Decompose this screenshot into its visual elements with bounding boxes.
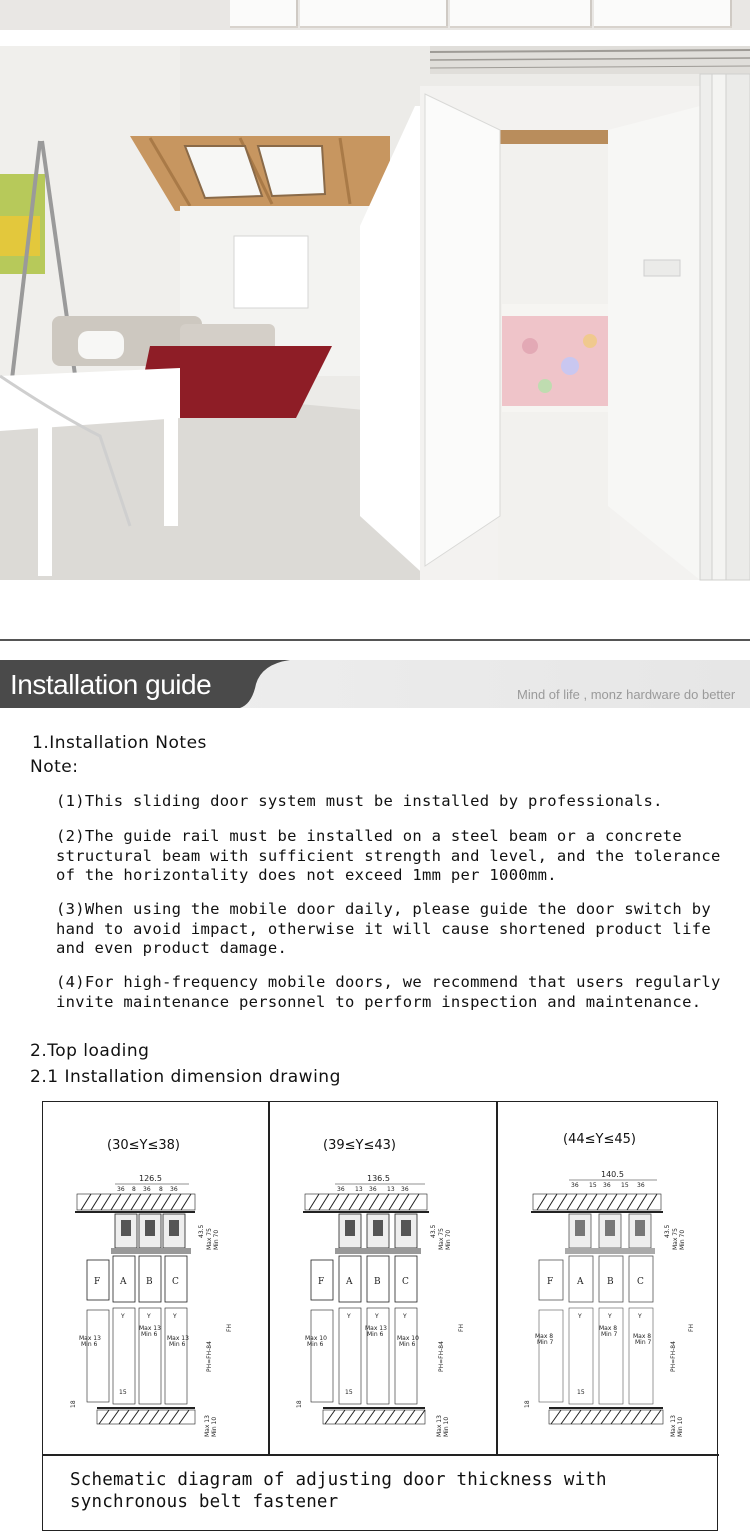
width-label: 140.5 — [601, 1170, 624, 1179]
height-label: Max 75 — [438, 1228, 445, 1250]
spacing-label: 15 — [621, 1182, 629, 1189]
range-label: (39≤Y≤43) — [323, 1138, 396, 1153]
dimension-drawing-1 — [70, 1172, 247, 1442]
y-label: Y — [347, 1313, 351, 1320]
note-item: (2)The guide rail must be installed on a steel beam or a concrete structural beam with sufficient strength and level, and the tolerance of the horizontality does not exceed 1mm per 1000mm. — [56, 827, 721, 884]
spacing-label: 36 — [337, 1186, 345, 1193]
door-label: F — [94, 1277, 101, 1287]
gap-label: Min 6 — [367, 1331, 384, 1338]
height-label: Max 75 — [672, 1228, 679, 1250]
gap-label: Min 6 — [141, 1331, 158, 1338]
door-label: F — [547, 1277, 554, 1287]
y-label: Y — [578, 1313, 582, 1320]
spacing-label: 15 — [589, 1182, 597, 1189]
gap-label: Max 8 — [535, 1333, 554, 1340]
dimension-drawing-2 — [296, 1172, 480, 1442]
installation-dimension-drawing — [42, 1101, 718, 1531]
y-label: Y — [147, 1313, 151, 1320]
note-label: Note: — [30, 757, 79, 777]
door-label: B — [374, 1277, 381, 1287]
gap-label: Min 7 — [635, 1339, 652, 1346]
bottom-label: Min 10 — [443, 1416, 450, 1437]
gap-label: Min 6 — [399, 1341, 416, 1348]
top-loading-heading: 2.Top loading — [30, 1041, 150, 1061]
height-label: Min 70 — [213, 1229, 220, 1250]
spacing-label: 36 — [117, 1186, 125, 1193]
cabinet-front — [450, 0, 592, 26]
vertical-label: PH=FH-84 — [670, 1341, 677, 1372]
spacing-label: 8 — [132, 1186, 136, 1193]
banner-slogan: Mind of life , monz hardware do better — [517, 687, 736, 702]
caption-divider — [43, 1454, 719, 1456]
y-label: Y — [375, 1313, 379, 1320]
floor-value: 15 — [577, 1389, 585, 1396]
spacing-label: 13 — [387, 1186, 395, 1193]
left-value: 18 — [70, 1400, 77, 1408]
width-label: 136.5 — [367, 1174, 390, 1183]
gap-label: Min 7 — [601, 1331, 618, 1338]
height-label: 43.5 — [198, 1224, 205, 1238]
spacing-label: 36 — [369, 1186, 377, 1193]
left-value: 18 — [296, 1400, 303, 1408]
room-photo — [0, 46, 750, 580]
gap-label: Max 10 — [397, 1335, 419, 1342]
door-label: A — [346, 1277, 353, 1287]
height-label: Max 75 — [206, 1228, 213, 1250]
gap-label: Max 13 — [365, 1325, 387, 1332]
note-item: (3)When using the mobile door daily, please guide the door switch by hand to avoid impact, otherwise it will cause shortened product life and even product damage. — [56, 900, 711, 957]
y-label: Y — [638, 1313, 642, 1320]
left-value: 18 — [524, 1400, 531, 1408]
vertical-label: PH=FH-84 — [206, 1341, 213, 1372]
cell-divider — [496, 1102, 498, 1454]
spacing-label: 36 — [603, 1182, 611, 1189]
banner-title: Installation guide — [10, 669, 212, 700]
y-label: Y — [403, 1313, 407, 1320]
cabinet-front — [300, 0, 448, 26]
note-item: (1)This sliding door system must be installed by professionals. — [56, 792, 663, 810]
vertical-label: FH — [688, 1324, 695, 1332]
gap-label: Max 13 — [79, 1335, 101, 1342]
y-label: Y — [608, 1313, 612, 1320]
spacing-label: 13 — [355, 1186, 363, 1193]
height-label: Min 70 — [445, 1229, 452, 1250]
spacing-label: 36 — [401, 1186, 409, 1193]
door-label: A — [577, 1277, 584, 1287]
spacing-label: 8 — [159, 1186, 163, 1193]
cabinet-photo-strip — [0, 0, 750, 30]
gap-label: Min 6 — [169, 1341, 186, 1348]
door-label: B — [146, 1277, 153, 1287]
note-item: (4)For high-frequency mobile doors, we recommend that users regularly invite maintenance personnel to perform inspection and maintenance. — [56, 973, 721, 1011]
bottom-label: Max 13 — [436, 1415, 443, 1437]
dimension-drawing-subheading: 2.1 Installation dimension drawing — [30, 1067, 341, 1087]
spacing-label: 36 — [637, 1182, 645, 1189]
cabinet-front — [594, 0, 732, 26]
vertical-label: PH=FH-84 — [438, 1341, 445, 1372]
cabinet-front — [230, 0, 298, 26]
door-label: A — [120, 1277, 127, 1287]
bottom-label: Max 13 — [670, 1415, 677, 1437]
spacing-label: 36 — [143, 1186, 151, 1193]
door-label: C — [637, 1277, 644, 1287]
width-label: 126.5 — [139, 1174, 162, 1183]
range-label: (30≤Y≤38) — [107, 1138, 180, 1153]
floor-value: 15 — [345, 1389, 353, 1396]
spacing-label: 36 — [170, 1186, 178, 1193]
gap-label: Min 6 — [81, 1341, 98, 1348]
gap-label: Max 13 — [167, 1335, 189, 1342]
gap-label: Min 6 — [307, 1341, 324, 1348]
cell-divider — [268, 1102, 270, 1454]
door-label: B — [607, 1277, 614, 1287]
gap-label: Max 13 — [139, 1325, 161, 1332]
height-label: 43.5 — [664, 1224, 671, 1238]
gap-label: Min 7 — [537, 1339, 554, 1346]
gap-label: Max 8 — [633, 1333, 652, 1340]
bottom-label: Min 10 — [211, 1416, 218, 1437]
installation-notes-heading: 1.Installation Notes — [32, 733, 207, 753]
range-label: (44≤Y≤45) — [563, 1132, 636, 1147]
gap-label: Max 10 — [305, 1335, 327, 1342]
diagram-caption: Schematic diagram of adjusting door thickness with synchronous belt fastener — [70, 1470, 607, 1512]
y-label: Y — [173, 1313, 177, 1320]
height-label: Min 70 — [679, 1229, 686, 1250]
height-label: 43.5 — [430, 1224, 437, 1238]
door-label: F — [318, 1277, 325, 1287]
y-label: Y — [121, 1313, 125, 1320]
floor-value: 15 — [119, 1389, 127, 1396]
vertical-label: FH — [226, 1324, 233, 1332]
bottom-label: Min 10 — [677, 1416, 684, 1437]
spacing-label: 36 — [571, 1182, 579, 1189]
door-label: C — [402, 1277, 409, 1287]
dimension-drawing-3 — [524, 1168, 713, 1442]
section-divider — [0, 639, 750, 641]
vertical-label: FH — [458, 1324, 465, 1332]
bottom-label: Max 13 — [204, 1415, 211, 1437]
door-label: C — [172, 1277, 179, 1287]
gap-label: Max 8 — [599, 1325, 618, 1332]
